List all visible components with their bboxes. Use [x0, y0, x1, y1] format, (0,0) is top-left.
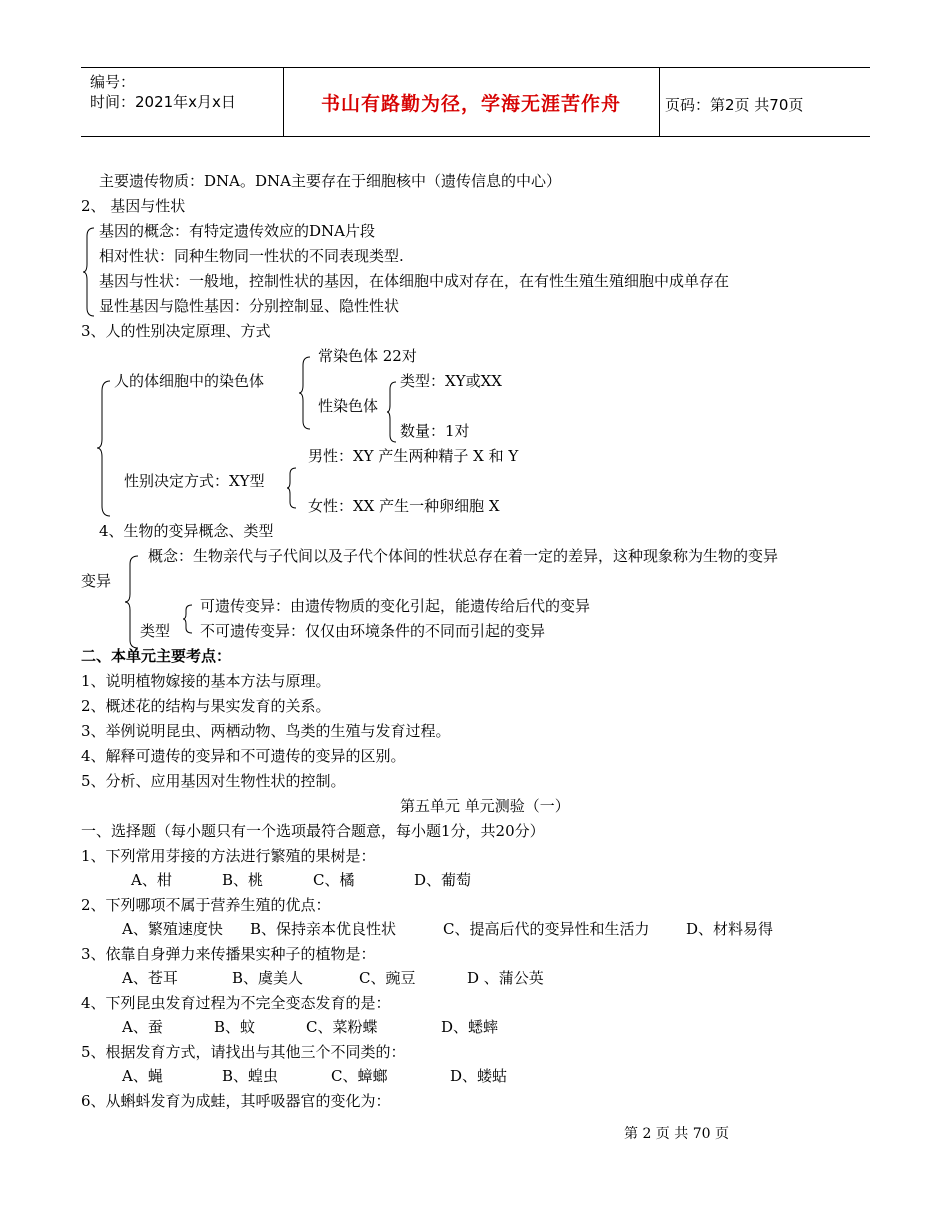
brace-variation-type — [182, 605, 194, 633]
brace-sex-method — [286, 468, 298, 508]
point-item: 5、分析、应用基因对生物性状的控制。 — [81, 772, 346, 790]
female-line: 女性：XX 产生一种卵细胞 X — [308, 497, 500, 515]
question-2: 2、下列哪项不属于营养生殖的优点： — [81, 896, 331, 914]
section-4-title: 4、生物的变异概念、类型 — [99, 522, 274, 540]
option: C、橘 — [313, 871, 355, 889]
option: D、材料易得 — [686, 920, 774, 938]
option: C、提高后代的变异性和生活力 — [443, 920, 650, 938]
option: D 、蒲公英 — [467, 969, 544, 987]
header-motto: 书山有路勤为径，学海无涯苦作舟 — [320, 92, 621, 115]
header-page-number: 页码：第2页 共70页 — [665, 96, 804, 114]
sex-chromosome: 性染色体 — [318, 397, 379, 415]
section-2-title: 2、 基因与性状 — [81, 197, 186, 215]
main-points-title: 二、本单元主要考点： — [81, 647, 232, 665]
option: B、保持亲本优良性状 — [250, 920, 397, 938]
non-heritable-variation: 不可遗传变异：仅仅由环境条件的不同而引起的变异 — [200, 622, 546, 640]
option: A、柑 — [131, 871, 172, 889]
header-divider — [659, 68, 660, 136]
header-meta — [90, 72, 236, 112]
point-item: 2、概述花的结构与果实发育的关系。 — [81, 697, 331, 715]
option: A、苍耳 — [122, 969, 178, 987]
question-3: 3、依靠自身弹力来传播果实种子的植物是： — [81, 945, 376, 963]
option: D、蝼蛄 — [450, 1067, 508, 1085]
point-item: 4、解释可遗传的变异和不可遗传的变异的区别。 — [81, 747, 406, 765]
option: A、蚕 — [122, 1018, 163, 1036]
variation-type-label: 类型 — [140, 622, 171, 640]
relative-trait: 相对性状：同种生物同一性状的不同表现类型. — [99, 247, 404, 265]
brace-gene — [82, 228, 96, 316]
option: B、桃 — [222, 871, 264, 889]
page-header — [81, 67, 870, 137]
variation-label: 变异 — [81, 572, 112, 590]
question-1: 1、下列常用芽接的方法进行繁殖的果树是： — [81, 847, 376, 865]
option: C、菜粉蝶 — [306, 1018, 378, 1036]
page-footer: 第 2 页 共 70 页 — [624, 1126, 729, 1142]
chromosome-count: 数量：1对 — [400, 422, 470, 440]
question-5: 5、根据发育方式，请找出与其他三个不同类的： — [81, 1043, 406, 1061]
point-item: 3、举例说明昆虫、两栖动物、鸟类的生殖与发育过程。 — [81, 722, 451, 740]
question-4: 4、下列昆虫发育过程为不完全变态发育的是： — [81, 994, 391, 1012]
somatic-chromosomes: 人的体细胞中的染色体 — [114, 372, 265, 390]
section-3-title: 3、人的性别决定原理、方式 — [81, 322, 271, 340]
option: C、豌豆 — [359, 969, 416, 987]
brace-variation — [124, 556, 140, 648]
brace-sex-chromosome — [386, 382, 398, 442]
autosome: 常染色体 22对 — [318, 347, 417, 365]
dominant-recessive: 显性基因与隐性基因：分别控制显、隐性性状 — [99, 297, 400, 315]
heritable-variation: 可遗传变异：由遗传物质的变化引起，能遗传给后代的变异 — [200, 597, 591, 615]
sex-determination-method: 性别决定方式：XY型 — [124, 472, 265, 490]
variation-concept: 概念：生物亲代与子代间以及子代个体间的性状总存在着一定的差异，这种现象称为生物的变异 — [148, 547, 779, 565]
option: D、葡萄 — [414, 871, 472, 889]
header-number: 编号： — [90, 73, 136, 91]
chromosome-type: 类型：XY或XX — [400, 372, 502, 390]
option: B、蚊 — [214, 1018, 256, 1036]
brace-sex-determination — [96, 381, 112, 516]
option: A、蝇 — [122, 1067, 163, 1085]
gene-and-trait: 基因与性状：一般地，控制性状的基因，在体细胞中成对存在，在有性生殖生殖细胞中成单存在 — [99, 272, 730, 290]
choice-section-title: 一、选择题（每小题只有一个选项最符合题意，每小题1分，共20分） — [81, 822, 545, 840]
point-item: 1、说明植物嫁接的基本方法与原理。 — [81, 672, 331, 690]
unit-test-title: 第五单元 单元测验（一） — [400, 797, 570, 815]
option: B、虞美人 — [232, 969, 304, 987]
option: C、蟑螂 — [331, 1067, 388, 1085]
option: D、蟋蟀 — [441, 1018, 499, 1036]
header-time: 时间：2021年x月x日 — [90, 93, 236, 111]
gene-concept: 基因的概念：有特定遗传效应的DNA片段 — [99, 222, 375, 240]
male-line: 男性：XY 产生两种精子 X 和 Y — [308, 447, 519, 465]
brace-chromosomes — [298, 357, 312, 429]
question-6: 6、从蝌蚪发育为成蛙，其呼吸器官的变化为： — [81, 1092, 391, 1110]
option: A、繁殖速度快 — [122, 920, 223, 938]
dna-line: 主要遗传物质：DNA。DNA主要存在于细胞核中（遗传信息的中心） — [99, 172, 561, 190]
option: B、蝗虫 — [222, 1067, 279, 1085]
